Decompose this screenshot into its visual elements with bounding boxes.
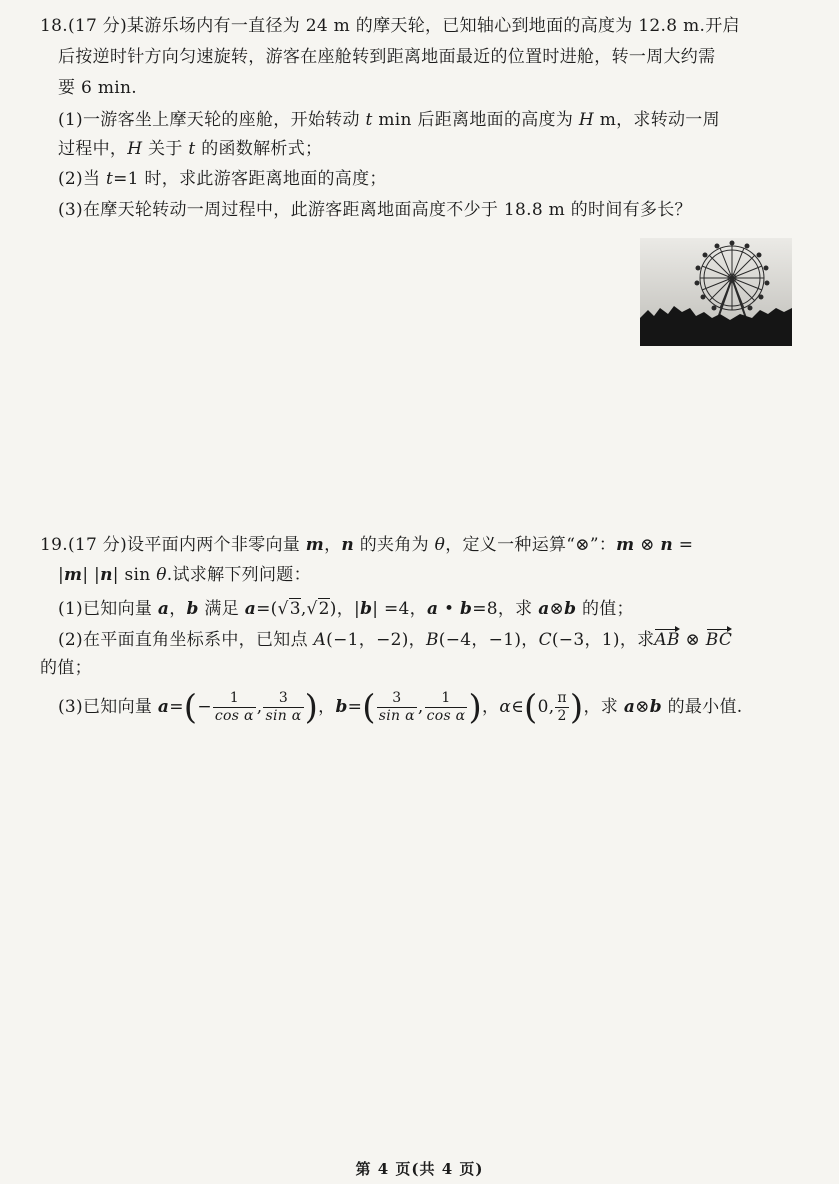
- q18-number: 18.: [40, 16, 68, 36]
- q18-stem-line-3: 要 6 min.: [58, 78, 137, 98]
- ferris-wheel-photo: [640, 238, 792, 346]
- q18-part-1-line-2: 过程中，H 关于 t 的函数解析式；: [58, 139, 323, 159]
- q19-part-3: (3)已知向量 a=(− $\frac{1}{\text{cos α}}$ , $\frac{3}{\text{sin α}}$ )，b=( $\frac{3}{\text{sin α}}$ , $\frac{1}{\text{cos α}}$ )，α∈(0, $\frac{\pi}{2}$ )，求 a⊗b 的最小值.: [58, 687, 743, 728]
- vector-bc: BC: [705, 630, 733, 650]
- q19-stem-line-1: 19.(17 分)设平面内两个非零向量 m，n 的夹角为 θ，定义一种运算“⊗”：m ⊗ n =: [40, 535, 694, 555]
- q19-part-2: (2)在平面直角坐标系中，已知点 A(−1，−2)，B(−4，−1)，C(−3，1)，求AB ⊗ BC: [58, 630, 733, 650]
- fraction-3-over-sin-b: $\frac{3}{\text{sin α}}$: [378, 690, 415, 724]
- fraction-pi-over-2: $\frac{\pi}{2}$: [557, 690, 567, 724]
- q19-part-2-line-2: 的值；: [40, 658, 92, 678]
- q18-points: (17 分): [67, 16, 128, 36]
- q18-part-1: (1)一游客坐上摩天轮的座舱，开始转动 t min 后距离地面的高度为 H m，求转动一周: [58, 110, 720, 130]
- fraction-1-over-cos: $\frac{1}{\text{cos α}}$: [214, 690, 254, 724]
- fraction-1-over-cos-b: $\frac{1}{\text{cos α}}$: [426, 690, 466, 724]
- q18-part-2: (2)当 t=1 时，求此游客距离地面的高度；: [58, 169, 387, 189]
- vector-ab: AB: [654, 630, 680, 650]
- q18-part-3: (3)在摩天轮转动一周过程中，此游客距离地面高度不少于 18.8 m 的时间有多长？: [58, 200, 692, 220]
- q19-part-1: (1)已知向量 a，b 满足 a=(√3,√2)，|b| =4，a • b=8，求 a⊗b 的值；: [58, 599, 634, 619]
- q18-stem-line-1: 18.(17 分)某游乐场内有一直径为 24 m 的摩天轮，已知轴心到地面的高度为 12.8 m.开启: [40, 16, 740, 36]
- fraction-3-over-sin: $\frac{3}{\text{sin α}}$: [265, 690, 302, 724]
- q18-stem-line-2: 后按逆时针方向匀速旋转，游客在座舱转到距离地面最近的位置时进舱，转一周大约需: [58, 47, 716, 67]
- q19-points: (17 分): [67, 535, 128, 555]
- q19-stem-line-2: |m| |n| sin θ.试求解下列问题：: [58, 565, 311, 585]
- page-footer: 第 4 页(共 4 页): [355, 1160, 484, 1178]
- q19-number: 19.: [40, 535, 68, 555]
